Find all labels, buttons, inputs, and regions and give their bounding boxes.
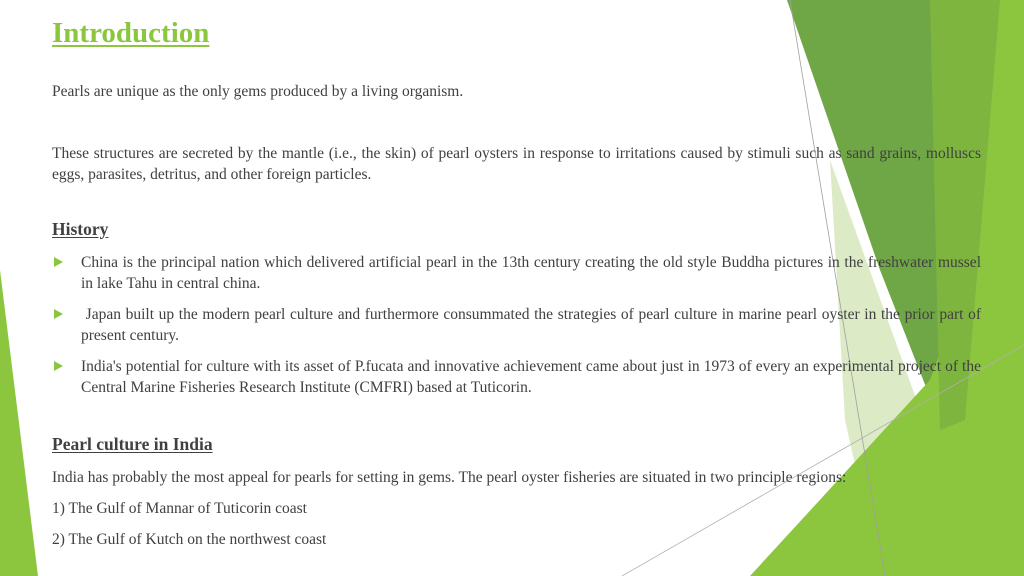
india-paragraph: India has probably the most appeal for pearls for setting in gems. The pearl oyster fisheries are situated in two principle regions: [52, 469, 847, 486]
bullet-text: China is the principal nation which delivered artificial pearl in the 13th century creating the old style Buddha pictures in the freshwater mussel in lake Tahu in central china. [81, 254, 981, 292]
triangle-bullet-icon [54, 257, 63, 267]
history-bullet-china [52, 252, 981, 294]
triangle-bullet-icon [54, 361, 63, 371]
left-edge-triangle [0, 270, 38, 576]
region-item-2: 2) The Gulf of Kutch on the northwest coast [52, 531, 327, 548]
intro-paragraph: Pearls are unique as the only gems produced by a living organism. [52, 83, 464, 100]
bullet-text: India's potential for culture with its asset of P.fucata and innovative achievement came about just in 1973 of every an experimental project of the Central Marine Fisheries Research Institute (CMFRI) based at Tuticorin. [81, 358, 981, 396]
pearl-culture-india-heading: Pearl culture in India [52, 434, 213, 454]
slide-title: Introduction [52, 17, 210, 49]
triangle-bullet-icon [54, 309, 63, 319]
history-bullet-india [52, 356, 981, 398]
bullet-text: Japan built up the modern pearl culture and furthermore consummated the strategies of pearl culture in marine pearl oyster in the prior part of present century. [81, 306, 985, 344]
history-bullet-list [52, 252, 985, 408]
history-heading: History [52, 219, 109, 239]
region-item-1: 1) The Gulf of Mannar of Tuticorin coast [52, 500, 307, 517]
slide-content [52, 0, 985, 576]
structures-paragraph: These structures are secreted by the mantle (i.e., the skin) of pearl oysters in response to irritations caused by stimuli such as sand grains, molluscs eggs, parasites, detritus, and other foreign particles. [52, 145, 981, 183]
history-bullet-japan [52, 304, 985, 346]
